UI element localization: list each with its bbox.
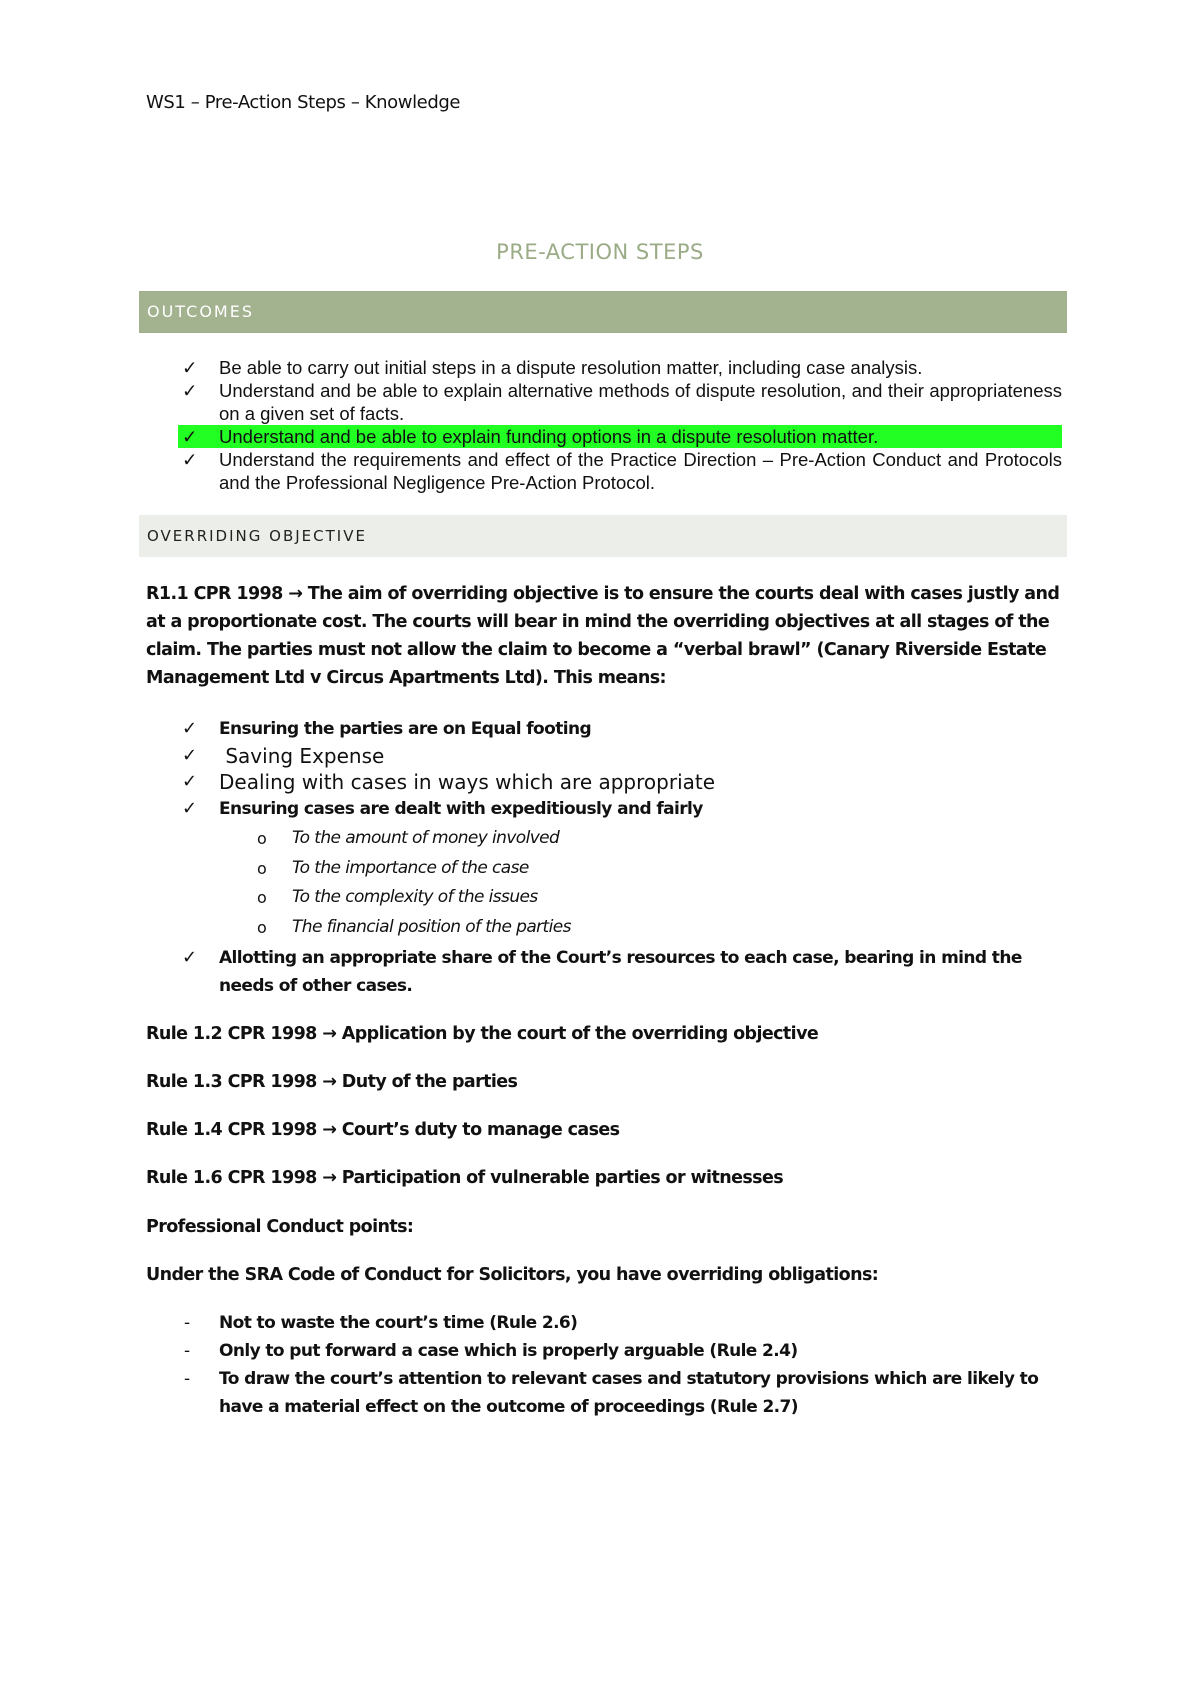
list-item: ✓ Understand and be able to explain alternative methods of dispute resolution, and their appropriateness on a given set of facts. [182, 380, 1062, 424]
check-icon: ✓ [182, 745, 198, 766]
list-item: - To draw the court’s attention to relevant cases and statutory provisions which are likely to have a material effect on the outcome of proceedings (Rule 2.7) [178, 1365, 1058, 1421]
rule-line: Rule 1.3 CPR 1998 → Duty of the parties [146, 1072, 518, 1092]
outcomes-list [178, 356, 1062, 494]
check-icon: ✓ [182, 357, 198, 378]
outcomes-heading-bar [139, 291, 1067, 333]
professional-conduct-list [178, 1309, 1058, 1421]
circle-bullet-icon: o [257, 917, 267, 937]
list-item: - Only to put forward a case which is properly arguable (Rule 2.4) [178, 1337, 1058, 1365]
check-icon: ✓ [182, 449, 198, 470]
overriding-objective-heading: OVERRIDING OBJECTIVE [147, 527, 367, 545]
list-item: o To the amount of money involved [255, 824, 571, 854]
circle-bullet-icon: o [257, 829, 267, 848]
dash-bullet: - [184, 1369, 190, 1389]
list-item: ✓ Dealing with cases in ways which are appropriate [182, 770, 716, 794]
rule-line: Rule 1.2 CPR 1998 → Application by the court of the overriding objective [146, 1024, 819, 1044]
list-item: o The financial position of the parties [255, 913, 571, 943]
list-item: - Not to waste the court’s time (Rule 2.6) [178, 1309, 1058, 1337]
document-title: PRE-ACTION STEPS [496, 240, 704, 264]
check-icon: ✓ [182, 798, 197, 819]
list-item: ✓ Ensuring cases are dealt with expeditiously and fairly [178, 795, 1062, 823]
overriding-objective-heading-bar [139, 515, 1067, 557]
list-item: ✓ Saving Expense [182, 744, 385, 768]
check-icon: ✓ [182, 426, 198, 447]
circle-bullet-icon: o [257, 858, 267, 878]
check-icon: ✓ [182, 718, 197, 739]
list-item: ✓ Understand the requirements and effect of the Practice Direction – Pre-Action Conduct and Protocols and the Professional Negligence Pre-Action Protocol. [182, 449, 1062, 493]
page-header: WS1 – Pre-Action Steps – Knowledge [146, 92, 461, 113]
check-icon: ✓ [182, 380, 198, 401]
professional-conduct-heading: Professional Conduct points: [146, 1217, 414, 1237]
list-item: ✓ Ensuring the parties are on Equal footing [178, 715, 1062, 743]
list-item: o To the complexity of the issues [255, 883, 571, 913]
list-item: ✓ Allotting an appropriate share of the Court’s resources to each case, bearing in mind the needs of other cases. [178, 944, 1062, 1000]
list-item-highlighted: ✓ Understand and be able to explain funding options in a dispute resolution matter. [178, 425, 1062, 448]
rule-line: Rule 1.4 CPR 1998 → Court’s duty to manage cases [146, 1120, 620, 1140]
list-item: o To the importance of the case [255, 854, 571, 884]
overriding-objective-sublist [255, 824, 571, 942]
circle-bullet-icon: o [257, 888, 267, 907]
check-icon: ✓ [182, 771, 198, 792]
rule-line: Rule 1.6 CPR 1998 → Participation of vulnerable parties or witnesses [146, 1168, 784, 1188]
overriding-objective-list [178, 715, 1062, 823]
dash-bullet: - [184, 1313, 190, 1333]
dash-bullet: - [184, 1341, 190, 1361]
outcomes-heading: OUTCOMES [147, 302, 254, 321]
professional-conduct-intro: Under the SRA Code of Conduct for Solicitors, you have overriding obligations: [146, 1265, 879, 1285]
check-icon: ✓ [182, 947, 197, 968]
overriding-objective-intro: R1.1 CPR 1998 → The aim of overriding objective is to ensure the courts deal with cases justly and at a proportionate cost. The courts will bear in mind the overriding objectives at all stages of the claim. The parties must not allow the claim to become a “verbal brawl” (Canary Riverside Estate Management Ltd v Circus Apartments Ltd). This means: [146, 584, 1060, 688]
list-item: ✓ Be able to carry out initial steps in a dispute resolution matter, including case analysis. [182, 357, 923, 378]
overriding-objective-list-continued [178, 944, 1062, 1000]
